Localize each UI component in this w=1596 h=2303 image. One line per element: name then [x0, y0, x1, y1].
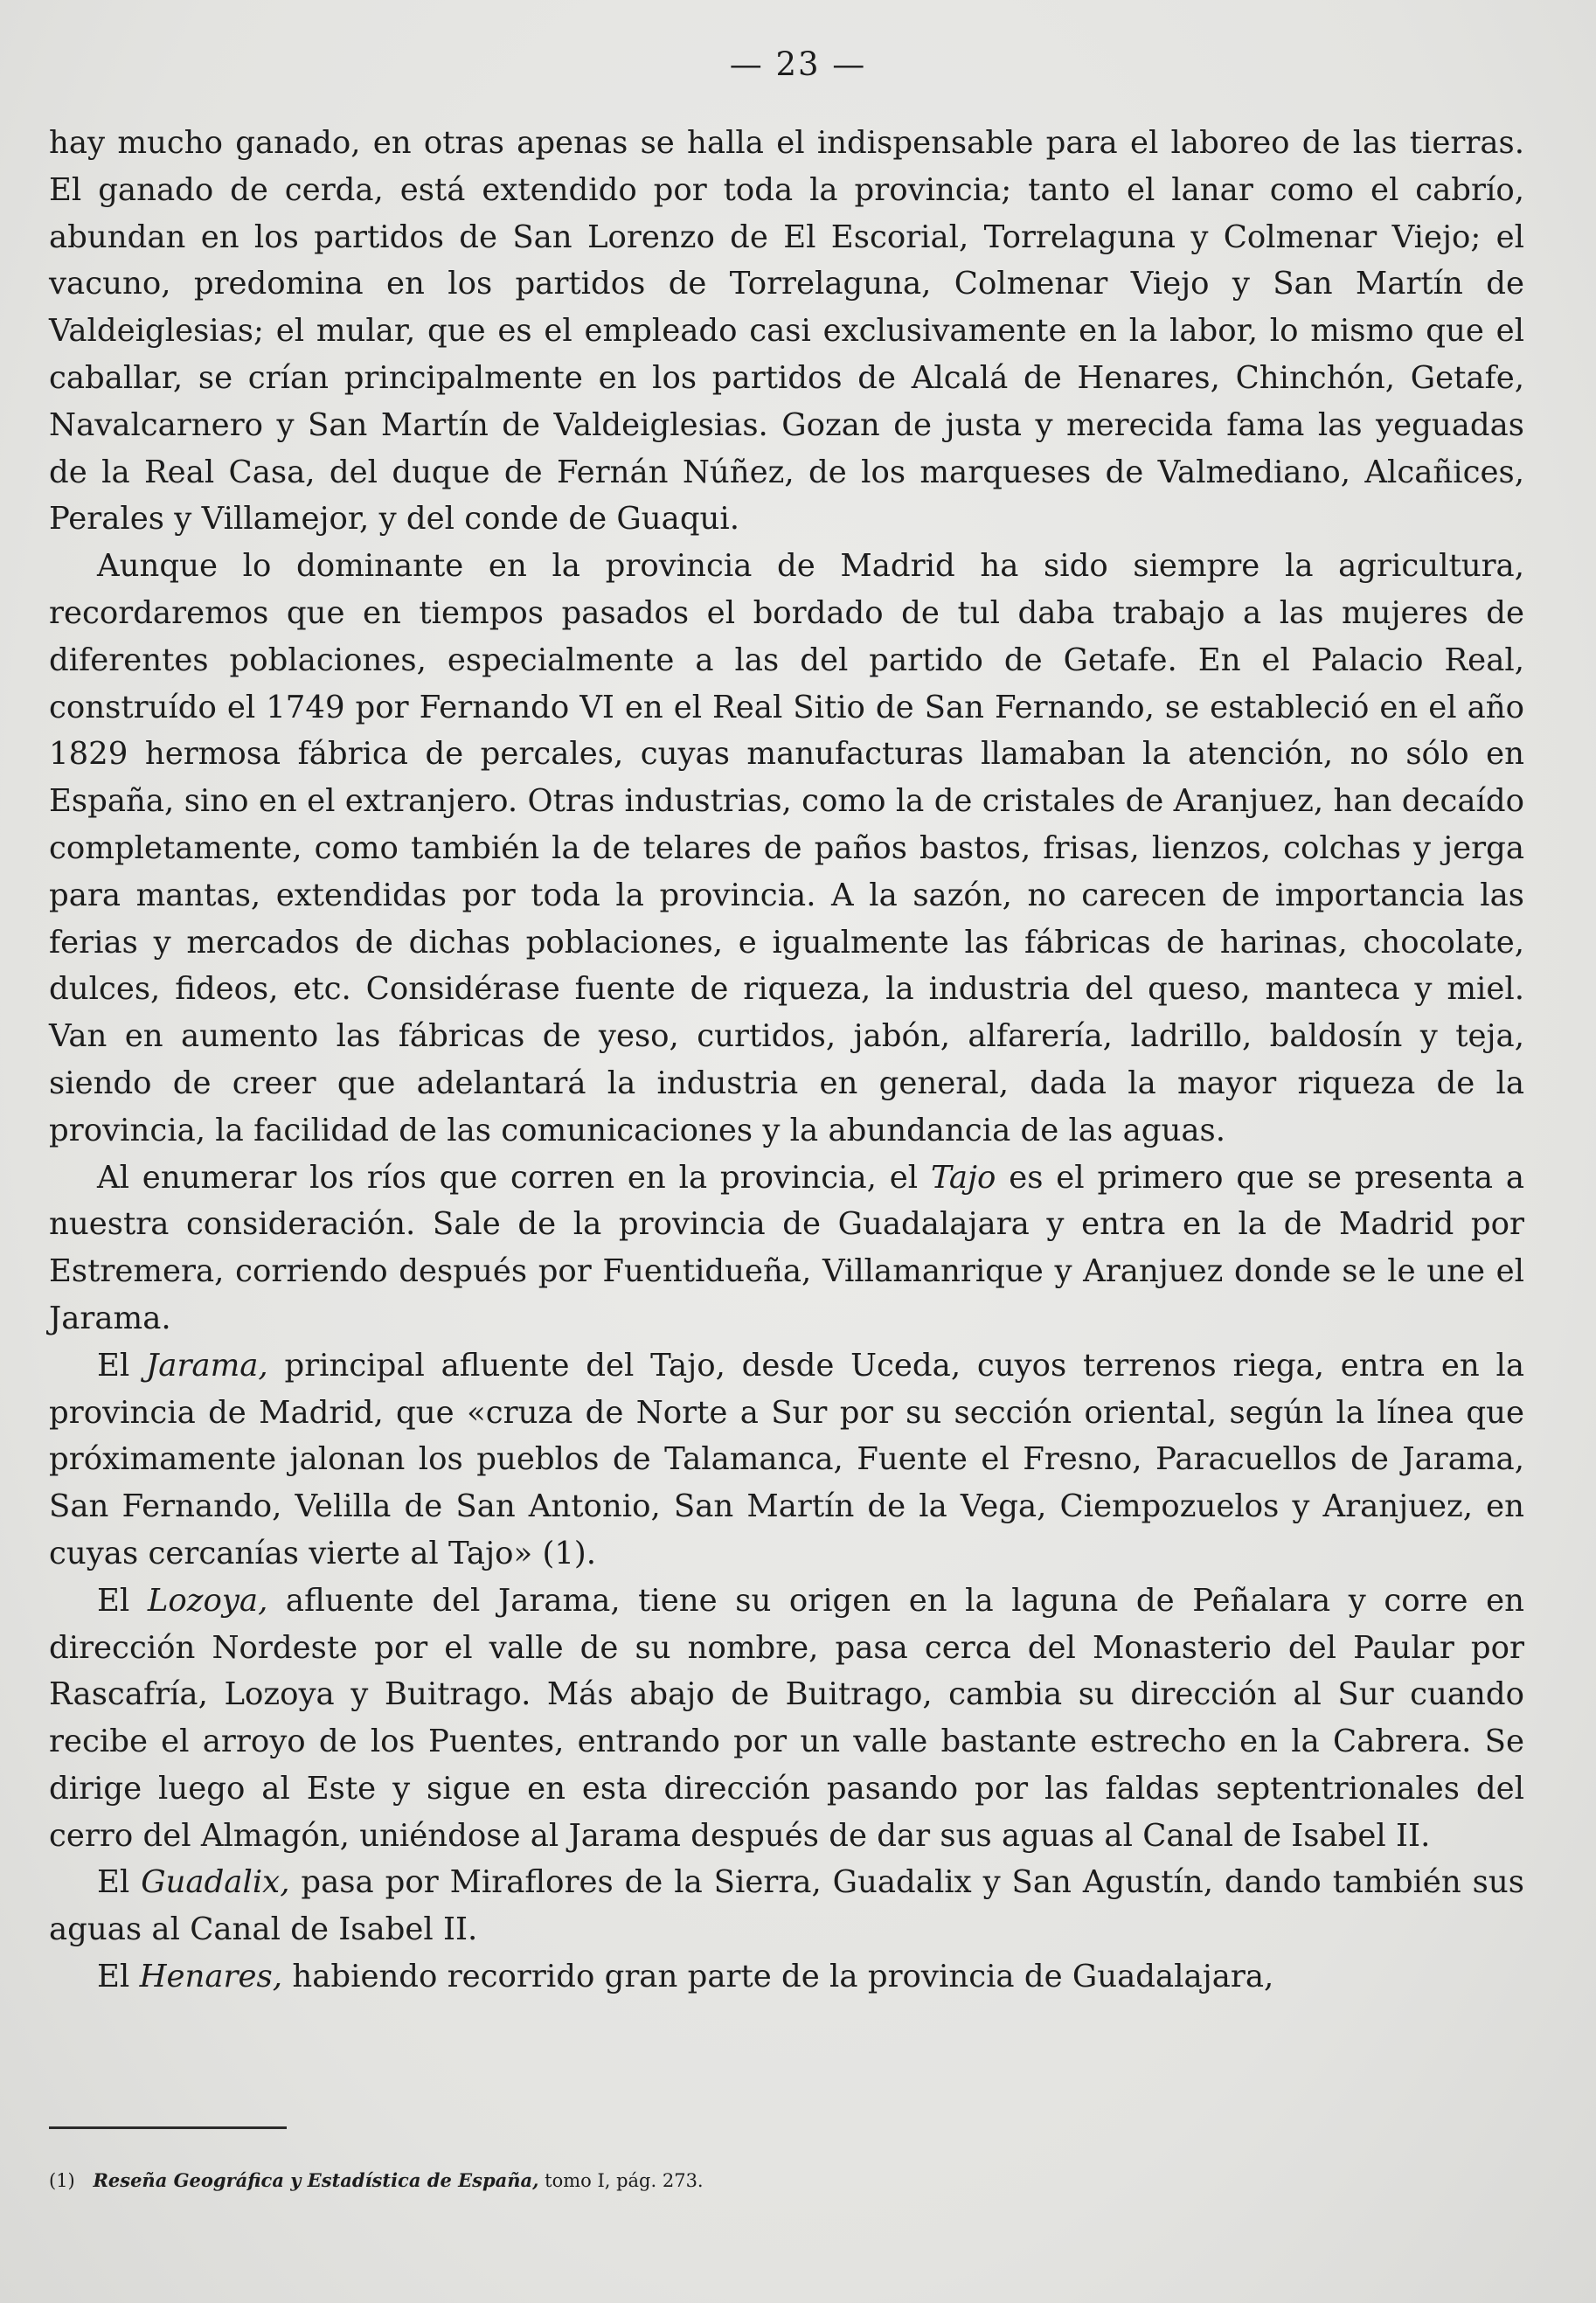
footnote-divider — [49, 2126, 287, 2129]
body-text — [49, 120, 1524, 2001]
paragraph — [49, 1578, 1524, 1860]
paragraph — [49, 543, 1524, 1154]
text-segment: El — [97, 1959, 140, 1995]
footnote — [49, 2168, 1273, 2194]
river-name: Tajo — [930, 1159, 996, 1196]
text-segment: Aunque lo dominante en la provincia de Madrid ha sido siempre la agricultura, recordaremos que en tiempos pasados el bordado de tul daba trabajo a las mujeres de diferentes poblaciones, especialmente a las del partido de Getafe. En el Palacio Real, construído el 1749 por Fernando VI en el Real Sitio de San Fernando, se estableció en el año 1829 hermosa fábrica de percales, cuyas manufacturas llamaban la atención, no sólo en España, sino en el extranjero. Otras industrias, como la de cristales de Aranjuez, han decaído completamente, como también la de telares de paños bastos, frisas, lienzos, colchas y jerga para mantas, extendidas por toda la provincia. A la sazón, no carecen de importancia las ferias y mercados de dichas poblaciones, e igualmente las fábricas de harinas, chocolate, dulces, fideos, etc. Considérase fuente de riqueza, la industria del queso, manteca y miel. Van en aumento las fábricas de yeso, curtidos, jabón, alfarería, ladrillo, baldosín y teja, siendo de creer que adelantará la industria en general, dada la mayor riqueza de la provincia, la facilidad de las comunicaciones y la abundancia de las aguas. — [49, 548, 1524, 1148]
text-segment: hay mucho ganado, en otras apenas se halla el indispensable para el laboreo de las tierras. El ganado de cerda, está extendido por toda la provincia; tanto el lanar como el cabrío, abundan en los partidos de San Lorenzo de El Escorial, Torrelaguna y Colmenar Viejo; el vacuno, predomina en los partidos de Torrelaguna, Colmenar Viejo y San Martín de Valdeiglesias; el mular, que es el empleado casi exclusivamente en la labor, lo mismo que el caballar, se crían principalmente en los partidos de Alcalá de Henares, Chinchón, Getafe, Navalcarnero y San Martín de Valdeiglesias. Gozan de justa y merecida fama las yeguadas de la Real Casa, del duque de Fernán Núñez, de los marqueses de Valmediano, Alcañices, Perales y Villamejor, y del conde de Guaqui. — [49, 125, 1524, 538]
river-name: Henares, — [139, 1959, 283, 1995]
paragraph — [49, 1953, 1524, 2001]
text-segment: principal afluente del Tajo, desde Uceda, cuyos terrenos riega, entra en la provincia de Madrid, que «cruza de Norte a Sur por su sección oriental, según la línea que próximamente jalonan los pueblos de Talamanca, Fuente el Fresno, Paracuellos de Jarama, San Fernando, Velilla de San Antonio, San Martín de la Vega, Ciempozuelos y Aranjuez, en cuyas cercanías vierte al Tajo» (1). — [49, 1347, 1524, 1571]
river-name: Guadalix, — [141, 1864, 290, 1901]
text-segment: afluente del Jarama, tiene su origen en la laguna de Peñalara y corre en dirección Nordeste por el valle de su nombre, pasa cerca del Monasterio del Paular por Rascafría, Lozoya y Buitrago. Más abajo de Buitrago, cambia su dirección al Sur cuando recibe el arroyo de los Puentes, entrando por un valle bastante estrecho en la Cabrera. Se dirige luego al Este y sigue en esta dirección pasando por las faldas septentrionales del cerro del Almagón, uniéndose al Jarama después de dar sus aguas al Canal de Isabel II. — [49, 1582, 1524, 1854]
text-segment: El — [97, 1864, 142, 1901]
text-segment: Al enumerar los ríos que corren en la provincia, el — [97, 1159, 931, 1196]
text-segment: El — [97, 1582, 148, 1619]
river-name: Lozoya, — [147, 1582, 268, 1619]
paragraph — [49, 120, 1524, 543]
paragraph — [49, 1859, 1524, 1953]
paragraph — [49, 1155, 1524, 1342]
text-segment: pasa por Miraflores de la Sierra, Guadalix y San Agustín, dando también sus aguas al Canal de Isabel II. — [49, 1864, 1524, 1948]
text-segment: El — [97, 1347, 147, 1384]
river-name: Jarama, — [146, 1347, 268, 1384]
page-number: — 23 — — [729, 45, 867, 83]
footnote-detail: tomo I, pág. 273. — [545, 2170, 704, 2191]
text-segment: es el primero que se presenta a nuestra consideración. Sale de la provincia de Guadalajara y entra en la de Madrid por Estremera, corriendo después por Fuentidueña, Villamanrique y Aranjuez donde se le une el Jarama. — [49, 1159, 1524, 1336]
text-segment: habiendo recorrido gran parte de la provincia de Guadalajara, — [282, 1959, 1274, 1995]
paragraph — [49, 1342, 1524, 1578]
footnote-marker: (1) — [49, 2170, 75, 2191]
footnote-source-title: Reseña Geográfica y Estadística de España, — [93, 2169, 539, 2191]
